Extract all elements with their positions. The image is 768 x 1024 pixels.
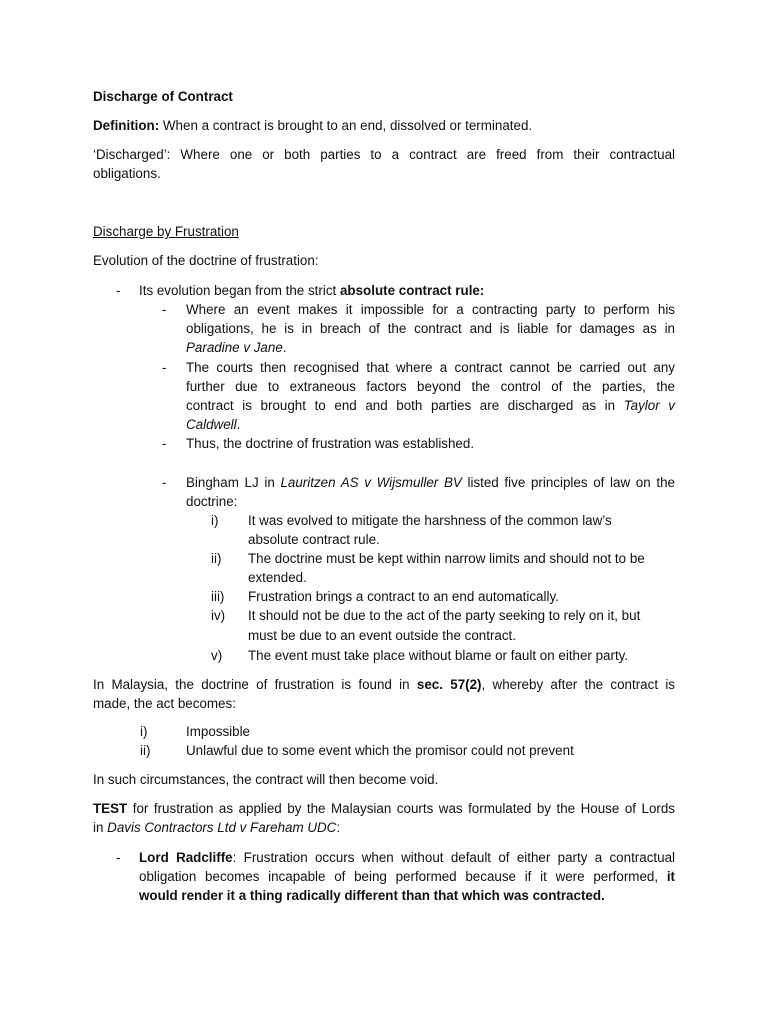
discharged-line-1: ‘Discharged’: Where one or both parties to a contract are freed from their contractual bbox=[93, 147, 675, 162]
test-line-2 bbox=[93, 818, 675, 837]
act-unlawful: Unlawful due to some event which the promisor could not prevent bbox=[186, 743, 574, 758]
principle-1-line-2: absolute contract rule. bbox=[248, 532, 380, 547]
sub1-line-1: Where an event makes it impossible for a contracting party to perform his bbox=[186, 302, 675, 317]
sub2-line-2: further due to extraneous factors beyond the control of the parties, the bbox=[186, 379, 675, 394]
malaysia-post: , whereby after the contract is bbox=[481, 677, 676, 692]
sub4-post: listed five principles of law on the bbox=[461, 475, 675, 490]
radcliffe-line-2 bbox=[139, 867, 675, 886]
sub2-line-3 bbox=[186, 396, 675, 415]
principle-4-line-2: must be due to an event outside the contract. bbox=[248, 628, 516, 643]
malaysia-line-2: made, the act becomes: bbox=[93, 696, 236, 711]
act-number: ii) bbox=[140, 743, 151, 758]
case-paradine-v-jane: Paradine v Jane bbox=[186, 340, 283, 355]
test-line-2-pre: in bbox=[93, 820, 108, 835]
sub-dash: - bbox=[162, 475, 167, 490]
sub2-line-1: The courts then recognised that where a contract cannot be carried out any bbox=[186, 360, 675, 375]
sub1-line-2: obligations, he is in breach of the contract and is liable for damages as in bbox=[186, 321, 675, 336]
definition-label: Definition: bbox=[93, 118, 160, 133]
principle-5-line-1: The event must take place without blame or fault on either party. bbox=[248, 648, 629, 663]
principle-number: v) bbox=[211, 648, 223, 663]
radcliffe-line-2-bold: it bbox=[666, 869, 675, 884]
sub1-line-3 bbox=[186, 338, 675, 357]
principle-number: iii) bbox=[211, 589, 225, 604]
sub1-period: . bbox=[282, 340, 287, 355]
test-label: TEST bbox=[93, 801, 128, 816]
sub3-text: Thus, the doctrine of frustration was established. bbox=[186, 436, 475, 451]
radcliffe-line-1 bbox=[139, 848, 675, 867]
malaysia-line-1 bbox=[93, 675, 675, 694]
definition-text: When a contract is brought to an end, dissolved or terminated. bbox=[159, 118, 533, 133]
void-line: In such circumstances, the contract will then become void. bbox=[93, 772, 439, 787]
principle-number: i) bbox=[211, 513, 219, 528]
sub2-line-4 bbox=[186, 415, 675, 434]
sub-dash: - bbox=[162, 302, 167, 317]
principle-number: ii) bbox=[211, 551, 222, 566]
case-davis-contractors: Davis Contractors Ltd v Fareham UDC bbox=[107, 820, 337, 835]
radcliffe-line-3: would render it a thing radically different than that which was contracted. bbox=[139, 888, 605, 903]
principle-1-line-1: It was evolved to mitigate the harshness of the common law’s bbox=[248, 513, 612, 528]
radcliffe-post: : Frustration occurs when without default of either party a contractual bbox=[232, 850, 675, 865]
bullet-dash: - bbox=[116, 850, 121, 865]
principle-2-line-1: The doctrine must be kept within narrow limits and should not to be bbox=[248, 551, 645, 566]
sub-dash: - bbox=[162, 436, 167, 451]
frustration-heading: Discharge by Frustration bbox=[93, 224, 239, 239]
absolute-contract-rule: absolute contract rule: bbox=[339, 283, 485, 298]
discharged-line-2: obligations. bbox=[93, 166, 161, 181]
sub-dash: - bbox=[162, 360, 167, 375]
sub4-line-2: doctrine: bbox=[186, 494, 238, 509]
lord-radcliffe: Lord Radcliffe bbox=[139, 850, 233, 865]
sub2-line-3-text: contract is brought to end and both parties are discharged as in bbox=[186, 398, 624, 413]
malaysia-pre: In Malaysia, the doctrine of frustration is found in bbox=[93, 677, 417, 692]
case-lauritzen: Lauritzen AS v Wijsmuller BV bbox=[280, 475, 462, 490]
act-number: i) bbox=[140, 724, 148, 739]
principle-number: iv) bbox=[211, 608, 226, 623]
definition-paragraph bbox=[93, 116, 675, 135]
test-post: for frustration as applied by the Malaysian courts was formulated by the House of Lords bbox=[127, 801, 675, 816]
test-line-1 bbox=[93, 799, 675, 818]
section-57-2: sec. 57(2) bbox=[416, 677, 482, 692]
radcliffe-line-2-text: obligation becomes incapable of being performed because if it were performed, bbox=[139, 869, 667, 884]
act-impossible: Impossible bbox=[186, 724, 251, 739]
evolution-intro: Evolution of the doctrine of frustration: bbox=[93, 253, 319, 268]
bullet-evolution-text: Its evolution began from the strict bbox=[139, 283, 340, 298]
document-title: Discharge of Contract bbox=[93, 89, 233, 104]
bullet-dash: - bbox=[116, 283, 121, 298]
sub4-line-1 bbox=[186, 473, 675, 492]
test-colon: : bbox=[336, 820, 341, 835]
sub2-period: . bbox=[236, 417, 241, 432]
principle-3-line-1: Frustration brings a contract to an end automatically. bbox=[248, 589, 559, 604]
bullet-evolution bbox=[139, 281, 675, 300]
case-caldwell: Caldwell bbox=[186, 417, 237, 432]
principle-2-line-2: extended. bbox=[248, 570, 307, 585]
sub4-pre: Bingham LJ in bbox=[186, 475, 281, 490]
case-taylor-v: Taylor v bbox=[623, 398, 675, 413]
principle-4-line-1: It should not be due to the act of the party seeking to rely on it, but bbox=[248, 608, 641, 623]
